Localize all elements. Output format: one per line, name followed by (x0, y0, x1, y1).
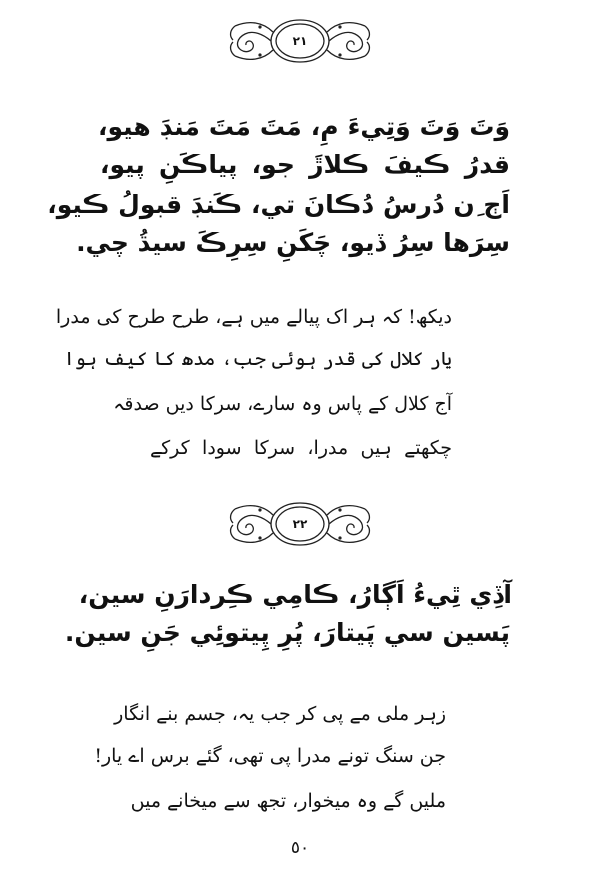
urdu-translation-line: ملیں گے وہ میخوار، تجھ سے میخانے میں (130, 790, 446, 812)
urdu-translation-line: آج کلال کے پاس وہ سارے، سرکا دیں صدقہ (113, 393, 452, 415)
page-number: ٥٠ (290, 838, 310, 858)
sindhi-verse-line: وَتَ وَتَ وَتِيءَ مِ، مَتَ مَتَ مَنڊَ هيو، (98, 112, 510, 141)
section-number: ٢١ (292, 33, 308, 48)
urdu-translation-line: جن سنگ تونے مدرا پی تھی، گئے برس اے یار! (94, 745, 446, 767)
urdu-translation-line: یار کلال کی قدر ہوئی جب، مدھ کا کیف ہوا (63, 348, 452, 370)
section-number: ٢٢ (292, 516, 308, 531)
sindhi-verse-line: پَسين سي پَيتارَ، پُرِ پِيتوئِي جَنِ سين. (64, 618, 510, 647)
urdu-translation-line: زہر ملی مے پی کر جب یہ، جسم بنے انگار (114, 703, 446, 725)
sindhi-verse-line: قدرُ ڪيفَ ڪلاڙَ جو، پياڪَنِ پيو، (100, 150, 510, 179)
section-ornament-1 (225, 14, 375, 68)
sindhi-verse-line: آڏِي ٿِيءُ اَڳارُ، ڪامِي ڪِردارَنِ سين، (78, 580, 512, 609)
sindhi-verse-line: سِرَها سِرُ ڏيو، چَکَنِ سِرِڪَ سيڌُ چي. (76, 228, 510, 257)
urdu-translation-line: دیکھ! کہ ہر اک پیالے میں ہے، طرح طرح کی مدرا (55, 306, 452, 328)
sindhi-verse-line: اَڄ ِن دُرسُ دُڪانَ تي، ڪَنڊَ قبولُ ڪيو، (47, 190, 510, 219)
section-ornament-2 (225, 497, 375, 551)
urdu-translation-line: چکھتے ہیں مدرا، سرکا سودا کرکے (150, 437, 452, 459)
